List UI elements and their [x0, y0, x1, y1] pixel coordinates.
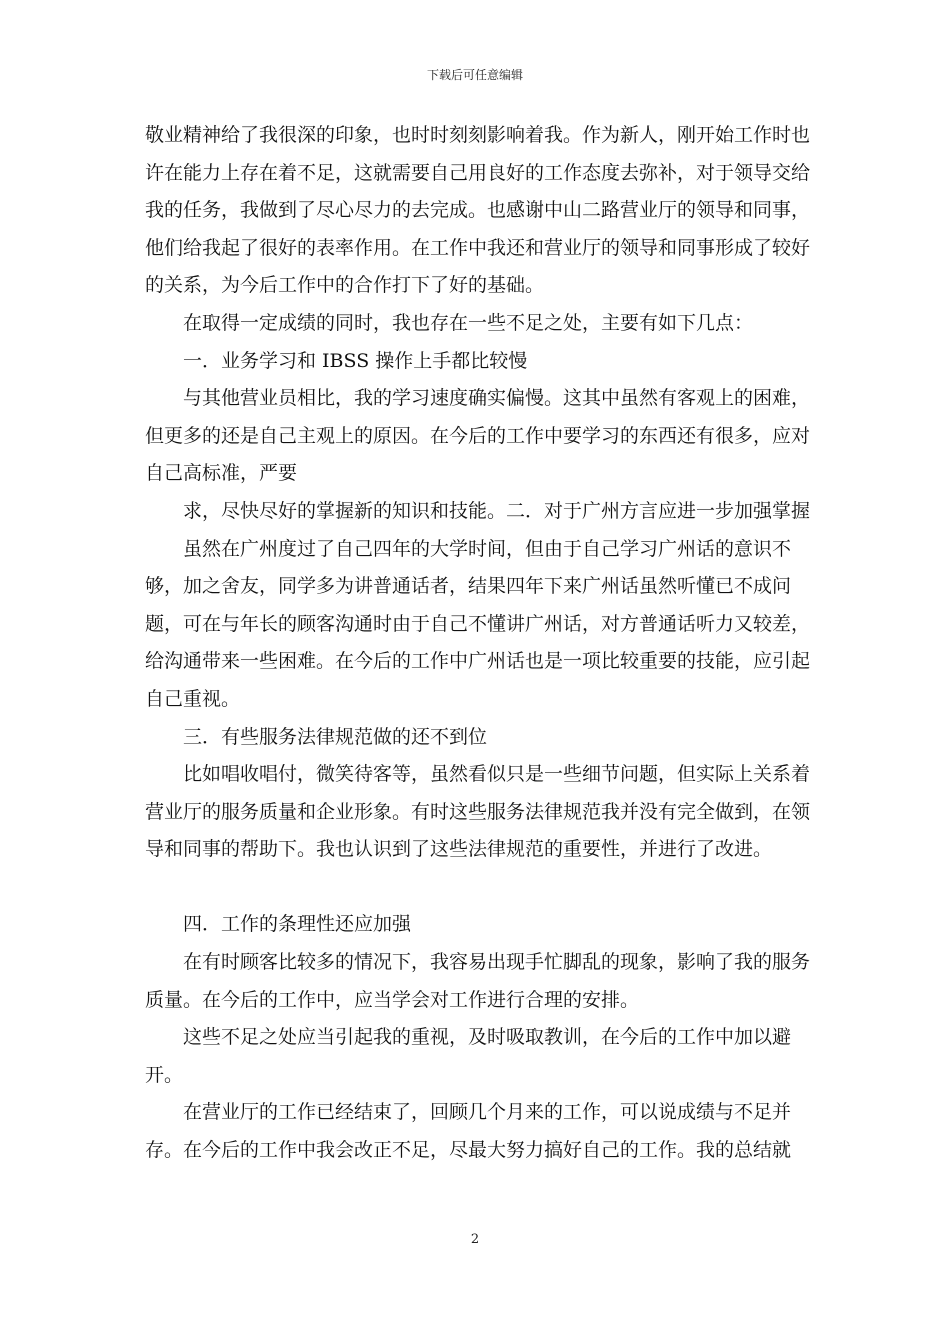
paragraph: 在营业厅的工作已经结束了，回顾几个月来的工作，可以说成绩与不足并存。在今后的工作中我会改正不足，尽最大努力搞好自己的工作。我的总结就: [145, 1101, 792, 1162]
paragraph: 虽然在广州度过了自己四年的大学时间，但由于自己学习广州话的意识不够，加之舍友，同学多为讲普通话者，结果四年下来广州话虽然听懂已不成问题，可在与年长的顾客沟通时由于自己不懂讲广州话，对方普通话听力又较差，给沟通带来一些困难。在今后的工作中广州话也是一项比较重要的技能，应引起自己重视。: [145, 537, 811, 710]
section-heading: 三．有些服务法律规范做的还不到位: [183, 725, 488, 748]
paragraph-spacer: [145, 869, 825, 907]
paragraph: 比如唱收唱付，微笑待客等，虽然看似只是一些细节问题，但实际上关系着营业厅的服务质量和企业形象。有时这些服务法律规范我并没有完全做到，在领导和同事的帮助下。我也认识到了这些法律规范的重要性，并进行了改进。: [145, 763, 811, 861]
section-heading: 四．工作的条理性还应加强: [183, 913, 412, 936]
paragraph: 敬业精神给了我很深的印象，也时时刻刻影响着我。作为新人，刚开始工作时也许在能力上存在着不足，这就需要自己用良好的工作态度去弥补，对于领导交给我的任务，我做到了尽心尽力的去完成。也感谢中山二路营业厅的领导和同事，他们给我起了很好的表率作用。在工作中我还和营业厅的领导和同事形成了较好的关系，为今后工作中的合作打下了好的基础。: [145, 124, 811, 297]
paragraph: 求，尽快尽好的掌握新的知识和技能。二．对于广州方言应进一步加强掌握: [183, 499, 811, 522]
paragraph: 在有时顾客比较多的情况下，我容易出现手忙脚乱的现象，影响了我的服务质量。在今后的工作中，应当学会对工作进行合理的安排。: [145, 951, 811, 1011]
paragraph: 与其他营业员相比，我的学习速度确实偏慢。这其中虽然有客观上的困难，但更多的还是自己主观上的原因。在今后的工作中要学习的东西还有很多，应对自己高标准，严要: [145, 387, 811, 485]
paragraph: 这些不足之处应当引起我的重视，及时吸取教训，在今后的工作中加以避开。: [145, 1026, 792, 1086]
document-body: [145, 117, 825, 1170]
paragraph: 在取得一定成绩的同时，我也存在一些不足之处，主要有如下几点：: [183, 311, 754, 334]
page-header: 下载后可任意编辑: [426, 68, 523, 82]
section-heading: 一．业务学习和 IBSS 操作上手都比较慢: [183, 349, 528, 372]
page-number: 2: [470, 1232, 480, 1247]
